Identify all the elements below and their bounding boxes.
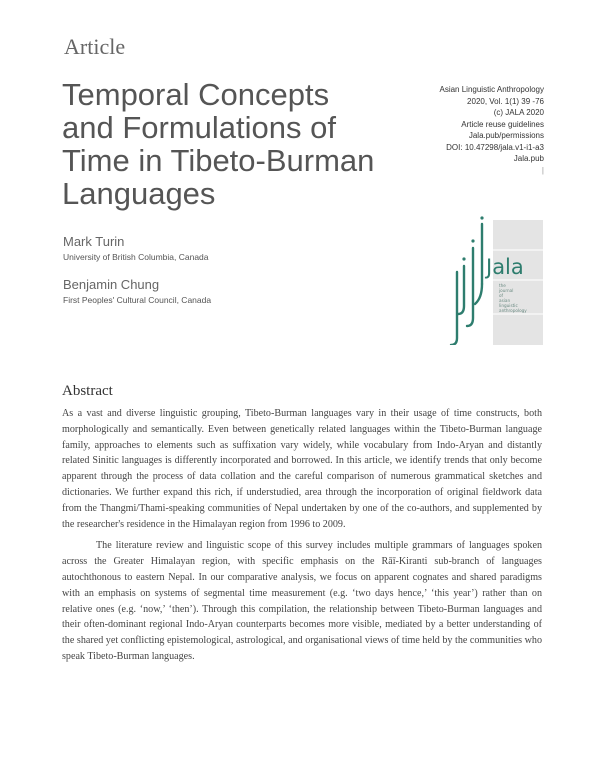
permissions-link[interactable]: Jala.pub/permissions xyxy=(468,131,544,140)
publication-meta xyxy=(354,84,544,176)
logo-tagline-word: linguistic xyxy=(499,303,518,308)
title-line: Time in Tibeto-Burman xyxy=(62,143,375,178)
section-label: Article xyxy=(64,34,126,59)
logo-tagline-word: the xyxy=(499,283,506,288)
tick-mark: | xyxy=(541,165,544,175)
author-block xyxy=(63,234,209,262)
jala-logo-graphic xyxy=(449,214,543,345)
abstract-paragraph: The literature review and linguistic scope of this survey includes multiple grammars of languages spoken across the Greater Himalayan region, with specific emphasis on the Rāī-Kiranti sub-branch of languages autochthonous to eastern Nepal. In our comparative analysis, we focus on apparent cognates and shared paradigms with an emphasis on systems of segmental time measurement (e.g. ‘two days hence,’ ‘this year’) rather than on relative ones (e.g. ‘now,’ ‘then’). Through this compilation, the relationship between Tibeto-Burman languages and their often-dominant regional Indo-Aryan counterparts becomes more visible, mediated by a better understanding of the shared yet conflicting epistemological, astrological, and organisational views of time held by the communities who speak Tibeto-Burman languages. xyxy=(62,540,542,662)
journal-logo xyxy=(449,214,543,345)
volume-info: 2020, Vol. 1(1) 39 -76 xyxy=(467,96,544,106)
abstract-paragraph: As a vast and diverse linguistic grouping, Tibeto-Burman languages vary in their usage of time constructs, both morphologically and semantically. Even between genetically related languages within the Tibeto-Burman language family, approaches to elements such as suffixation vary widely, while vocabulary from Indo-Aryan and distantly related Sinitic languages is differently incorporated and borrowed. In this article, we identify trends that only become apparent through the process of data collation and the careful comparison of numerous grammatical sketches and dictionaries. We further expand this rich, if understudied, area through the incorporation of original fieldwork data from the Thangmi/Thami-speaking communities of Nepal undertaken by one of the co-authors, and supplemented by the researcher's residence in the Himalayan region from 1996 to 2009. xyxy=(62,408,542,530)
logo-wordmark: Jala xyxy=(486,255,524,279)
title-line: and Formulations of xyxy=(62,110,336,145)
site-link[interactable]: Jala.pub xyxy=(513,154,544,163)
logo-tagline-word: asian xyxy=(499,298,511,303)
copyright: (c) JALA 2020 xyxy=(493,108,544,117)
author-name: Benjamin Chung xyxy=(63,277,160,292)
title-line: Languages xyxy=(62,176,216,211)
author-block xyxy=(63,277,211,305)
logo-tagline-word: of xyxy=(499,293,504,298)
title-line: Temporal Concepts xyxy=(62,77,330,112)
doi[interactable]: DOI: 10.47298/jala.v1-i1-a3 xyxy=(446,142,544,152)
author-name: Mark Turin xyxy=(63,234,125,249)
abstract-body xyxy=(62,406,542,671)
logo-tagline-word: anthropology xyxy=(499,308,527,313)
logo-tagline-word: journal xyxy=(499,288,514,293)
reuse-guidelines-link[interactable]: Article reuse guidelines xyxy=(461,119,544,129)
author-affiliation: University of British Columbia, Canada xyxy=(63,252,209,262)
abstract-heading: Abstract xyxy=(62,383,113,399)
journal-name: Asian Linguistic Anthropology xyxy=(439,85,544,94)
logo-j-strokes xyxy=(451,216,484,345)
author-affiliation: First Peoples' Cultural Council, Canada xyxy=(63,295,212,305)
